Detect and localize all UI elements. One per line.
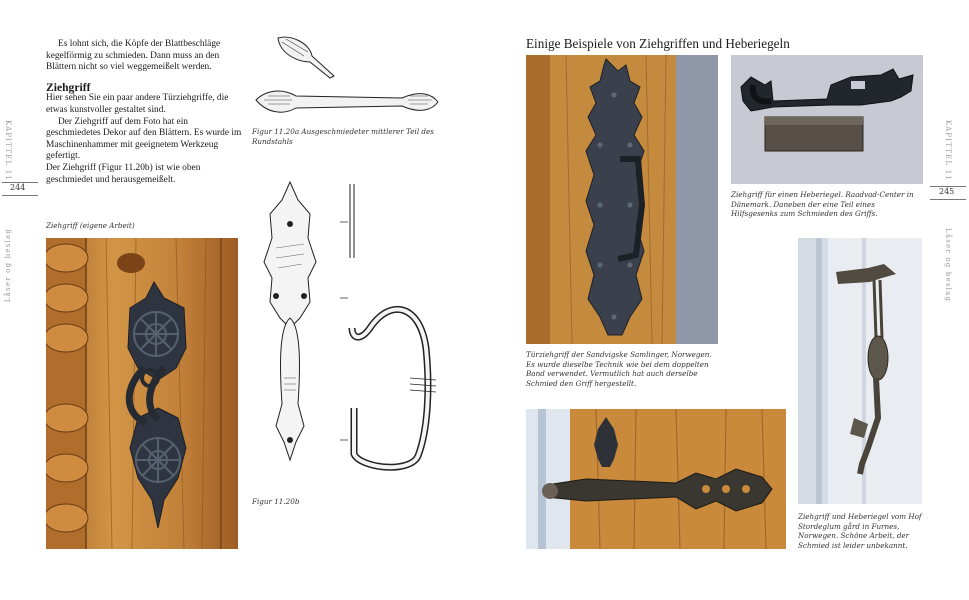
chapter-side-label: KAPITTEL 11: [4, 120, 12, 182]
chapter-side-label-right: KAPITTEL 11: [944, 120, 952, 182]
chapter-topic-label-right: Låser og beslag: [944, 228, 952, 303]
paragraph: Es lohnt sich, die Köpfe der Blattbeschläge kegelförmig zu schmieden. Dann muss an den Blättern nicht so viel weggemeißelt werden.: [46, 39, 221, 73]
stordeglum-caption: Ziehgriff und Heberiegel vom Hof Stordeglum gård in Furnes, Norwegen. Schöne Arbeit, der Schmied ist leider unbekannt.: [798, 512, 922, 550]
section-heading: Ziehgriff: [46, 80, 91, 94]
figure-11-20b-drawing: [250, 178, 450, 478]
page-number: 245: [939, 187, 955, 196]
photo-caption: Ziehgriff (eigene Arbeit): [46, 221, 135, 230]
chapter-topic-label: Låser og beslag: [4, 228, 12, 303]
body-text-block: [46, 39, 244, 186]
figure-a-caption: Figur 11.20a Ausgeschmiedeter mittlerer Teil des Rundstahls: [252, 127, 434, 146]
door-pull-sandvig-photo: [526, 55, 718, 344]
latch-stordeglum-photo: [798, 238, 922, 504]
paragraph: Der Ziehgriff (Figur 11.20b) ist wie oben geschmiedet und herausgemeißelt.: [46, 162, 201, 185]
figure-11-20a-drawing: [252, 30, 452, 130]
latch-caption: Ziehgriff für einen Heberiegel. Raadvad-Center in Dänemark. Daneben der eine Teil eines Hilfsgesenks zum Schmieden des Griffs.: [731, 190, 914, 219]
paragraph: Der Ziehgriff auf dem Foto hat ein geschmiedetes Dekor auf den Blättern. Es wurde im Maschinenhammer mit geeignetem Werkzeug gefertigt.: [46, 116, 242, 162]
right-page-heading: Einige Beispiele von Ziehgriffen und Heberiegeln: [526, 36, 790, 51]
figure-b-caption: Figur 11.20b: [252, 497, 300, 506]
page-number-box: [2, 182, 38, 196]
door-pull-photo: [46, 238, 238, 549]
page-number-box-right: [930, 186, 966, 200]
latch-handle-raadvad-photo: [731, 55, 923, 184]
page-number: 244: [10, 183, 26, 192]
paragraph: Hier sehen Sie ein paar andere Türziehgriffe, die etwas kunstvoller gestaltet sind.: [46, 93, 229, 115]
hinge-band-photo: [526, 409, 786, 549]
sandvig-caption: Türziehgriff der Sandvigske Samlinger, Norwegen. Es wurde dieselbe Technik wie bei dem doppelten Band verwendet. Vermutlich hat auch derselbe Schmied den Griff hergestellt.: [526, 350, 712, 388]
